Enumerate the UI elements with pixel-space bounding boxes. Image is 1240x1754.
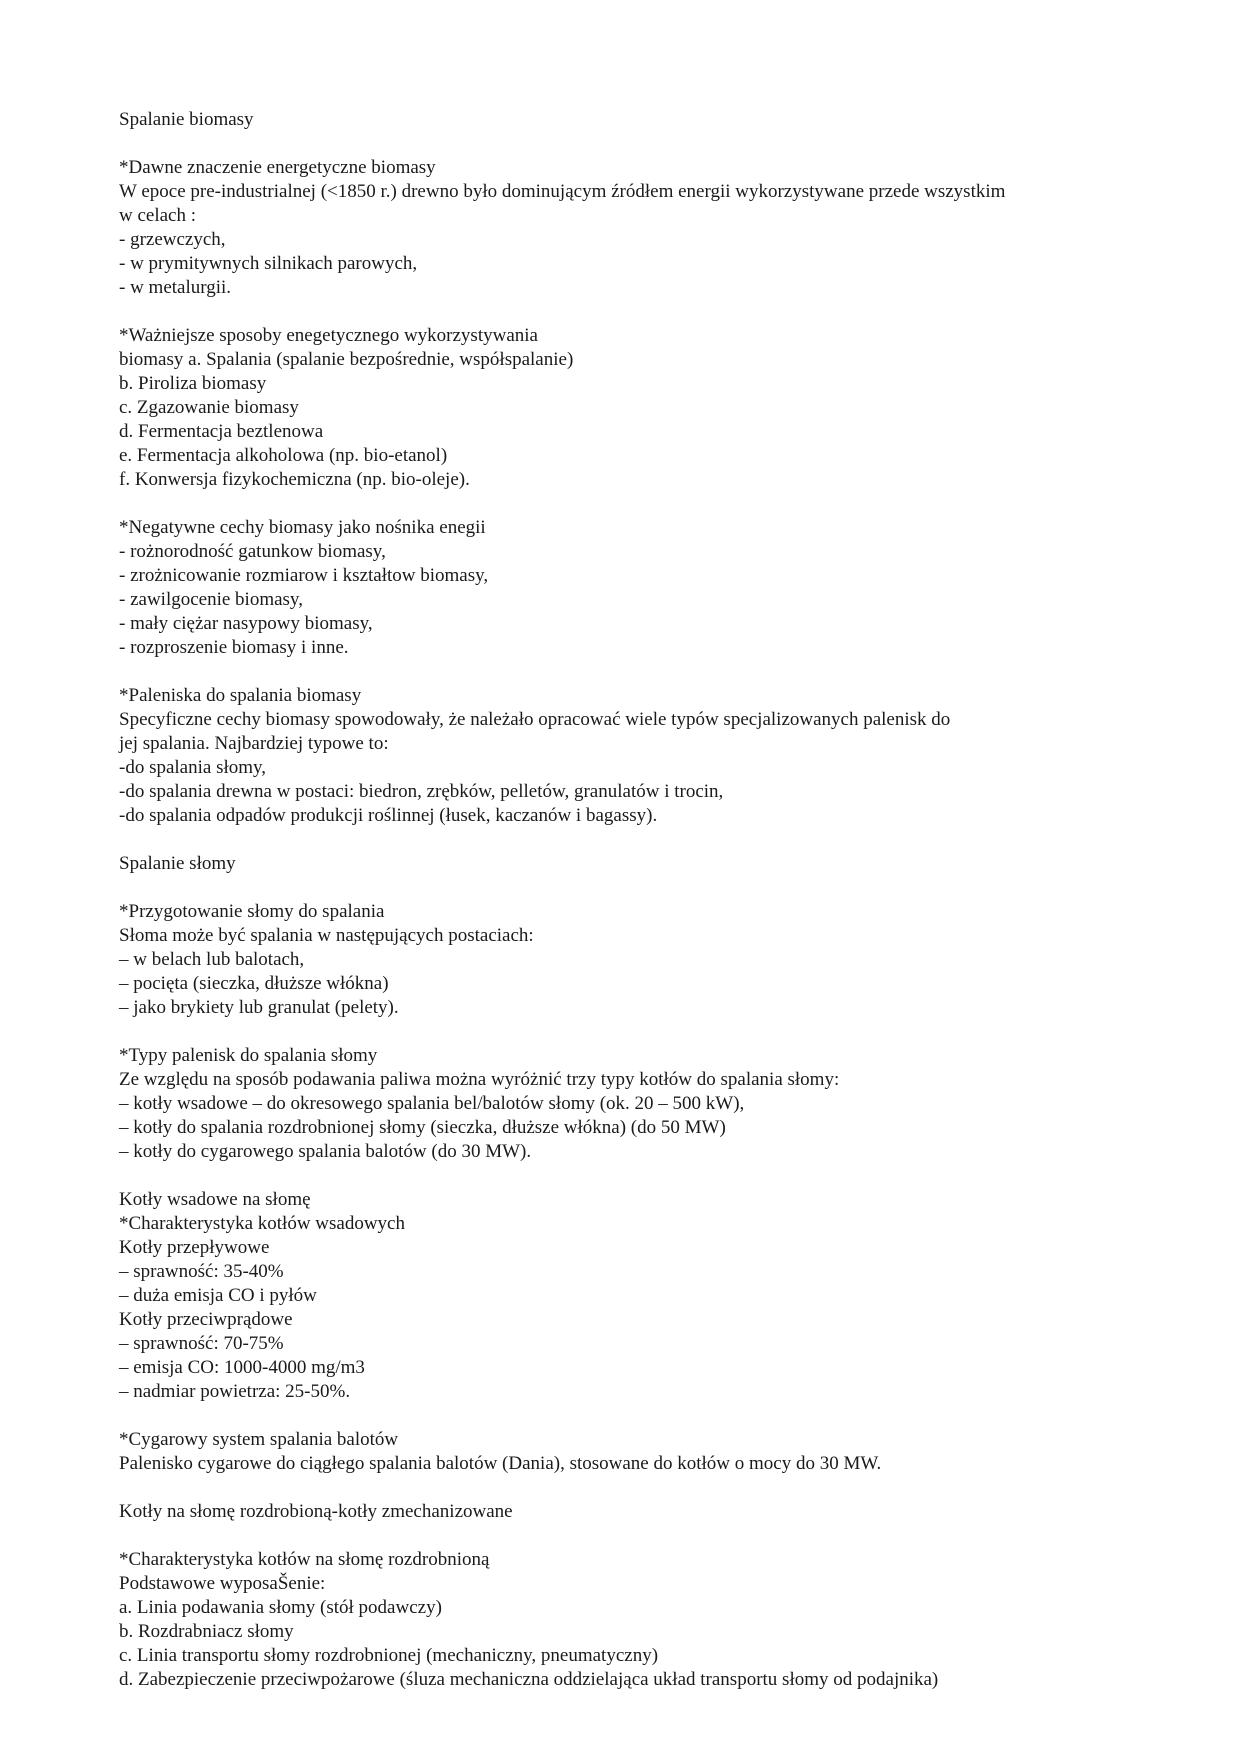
section-heading: *Charakterystyka kotłów na słomę rozdrobnioną bbox=[119, 1549, 490, 1570]
paragraph-line: Ze względu na sposób podawania paliwa można wyróżnić trzy typy kotłów do spalania słomy: bbox=[119, 1069, 840, 1090]
list-item: biomasy a. Spalania (spalanie bezpośrednie, współspalanie) bbox=[119, 349, 574, 370]
list-item: – w belach lub balotach, bbox=[119, 949, 305, 970]
section-title: Spalanie słomy bbox=[119, 853, 236, 874]
subheading: Kotły przepływowe bbox=[119, 1237, 270, 1258]
spacer bbox=[119, 660, 1129, 684]
list-item: – emisja CO: 1000-4000 mg/m3 bbox=[119, 1357, 365, 1378]
spacer bbox=[119, 1476, 1129, 1500]
list-item: - zrożnicowanie rozmiarow i kształtow biomasy, bbox=[119, 565, 489, 586]
section-heading: *Charakterystyka kotłów wsadowych bbox=[119, 1213, 405, 1234]
paragraph-line: jej spalania. Najbardziej typowe to: bbox=[119, 733, 389, 754]
list-item: - rozproszenie biomasy i inne. bbox=[119, 637, 349, 658]
list-item: c. Linia transportu słomy rozdrobnionej (mechaniczny, pneumatyczny) bbox=[119, 1645, 659, 1666]
paragraph-line: Słoma może być spalania w następujących postaciach: bbox=[119, 925, 534, 946]
list-item: a. Linia podawania słomy (stół podawczy) bbox=[119, 1597, 442, 1618]
list-item: – duża emisja CO i pyłów bbox=[119, 1285, 317, 1306]
list-item: -do spalania odpadów produkcji roślinnej (łusek, kaczanów i bagassy). bbox=[119, 805, 658, 826]
spacer bbox=[119, 1524, 1129, 1548]
section-title: Kotły na słomę rozdrobioną-kotły zmechanizowane bbox=[119, 1501, 513, 1522]
list-item: – nadmiar powietrza: 25-50%. bbox=[119, 1381, 351, 1402]
section-heading: *Typy palenisk do spalania słomy bbox=[119, 1045, 378, 1066]
list-item: – sprawność: 35-40% bbox=[119, 1261, 284, 1282]
list-item: – pocięta (sieczka, dłuższe włókna) bbox=[119, 973, 389, 994]
list-item: b. Piroliza biomasy bbox=[119, 373, 267, 394]
list-item: - mały ciężar nasypowy biomasy, bbox=[119, 613, 373, 634]
section-heading: *Cygarowy system spalania balotów bbox=[119, 1429, 399, 1450]
list-item: c. Zgazowanie biomasy bbox=[119, 397, 299, 418]
spacer bbox=[119, 300, 1129, 324]
spacer bbox=[119, 828, 1129, 852]
list-item: d. Zabezpieczenie przeciwpożarowe (śluza mechaniczna oddzielająca układ transportu słomy od podajnika) bbox=[119, 1669, 939, 1690]
spacer bbox=[119, 492, 1129, 516]
section-heading: *Paleniska do spalania biomasy bbox=[119, 685, 362, 706]
paragraph-line: Specyficzne cechy biomasy spowodowały, że należało opracować wiele typów specjalizowanych palenisk do bbox=[119, 709, 951, 730]
list-item: - w metalurgii. bbox=[119, 277, 232, 298]
list-item: -do spalania drewna w postaci: biedron, zrębków, pelletów, granulatów i trocin, bbox=[119, 781, 724, 802]
list-item: - w prymitywnych silnikach parowych, bbox=[119, 253, 418, 274]
list-item: - zawilgocenie biomasy, bbox=[119, 589, 303, 610]
paragraph-line: w celach : bbox=[119, 205, 197, 226]
section-heading: *Ważniejsze sposoby enegetycznego wykorzystywania bbox=[119, 325, 538, 346]
section-heading: *Negatywne cechy biomasy jako nośnika enegii bbox=[119, 517, 486, 538]
list-item: – kotły do cygarowego spalania balotów (do 30 MW). bbox=[119, 1141, 532, 1162]
list-item: - grzewczych, bbox=[119, 229, 226, 250]
paragraph-line: Palenisko cygarowe do ciągłego spalania balotów (Dania), stosowane do kotłów o mocy do 30 MW. bbox=[119, 1453, 882, 1474]
section-title: Kotły wsadowe na słomę bbox=[119, 1189, 311, 1210]
list-item: – kotły do spalania rozdrobnionej słomy (sieczka, dłuższe włókna) (do 50 MW) bbox=[119, 1117, 726, 1138]
document-page bbox=[119, 108, 1129, 1692]
spacer bbox=[119, 1020, 1129, 1044]
list-item: e. Fermentacja alkoholowa (np. bio-etanol) bbox=[119, 445, 448, 466]
spacer bbox=[119, 1404, 1129, 1428]
list-item: – jako brykiety lub granulat (pelety). bbox=[119, 997, 399, 1018]
list-item: - rożnorodność gatunkow biomasy, bbox=[119, 541, 386, 562]
spacer bbox=[119, 876, 1129, 900]
section-heading: *Przygotowanie słomy do spalania bbox=[119, 901, 385, 922]
subheading: Kotły przeciwprądowe bbox=[119, 1309, 293, 1330]
list-item: -do spalania słomy, bbox=[119, 757, 267, 778]
spacer bbox=[119, 1164, 1129, 1188]
list-item: – kotły wsadowe – do okresowego spalania bel/balotów słomy (ok. 20 – 500 kW), bbox=[119, 1093, 745, 1114]
list-item: b. Rozdrabniacz słomy bbox=[119, 1621, 294, 1642]
paragraph-line: W epoce pre-industrialnej (<1850 r.) drewno było dominującym źródłem energii wykorzystywane przede wszystkim bbox=[119, 181, 1006, 202]
document-title: Spalanie biomasy bbox=[119, 109, 254, 130]
spacer bbox=[119, 132, 1129, 156]
list-item: f. Konwersja fizykochemiczna (np. bio-oleje). bbox=[119, 469, 470, 490]
list-item: – sprawność: 70-75% bbox=[119, 1333, 284, 1354]
list-item: d. Fermentacja beztlenowa bbox=[119, 421, 324, 442]
paragraph-line: Podstawowe wyposaŠenie: bbox=[119, 1573, 326, 1594]
section-heading: *Dawne znaczenie energetyczne biomasy bbox=[119, 157, 436, 178]
